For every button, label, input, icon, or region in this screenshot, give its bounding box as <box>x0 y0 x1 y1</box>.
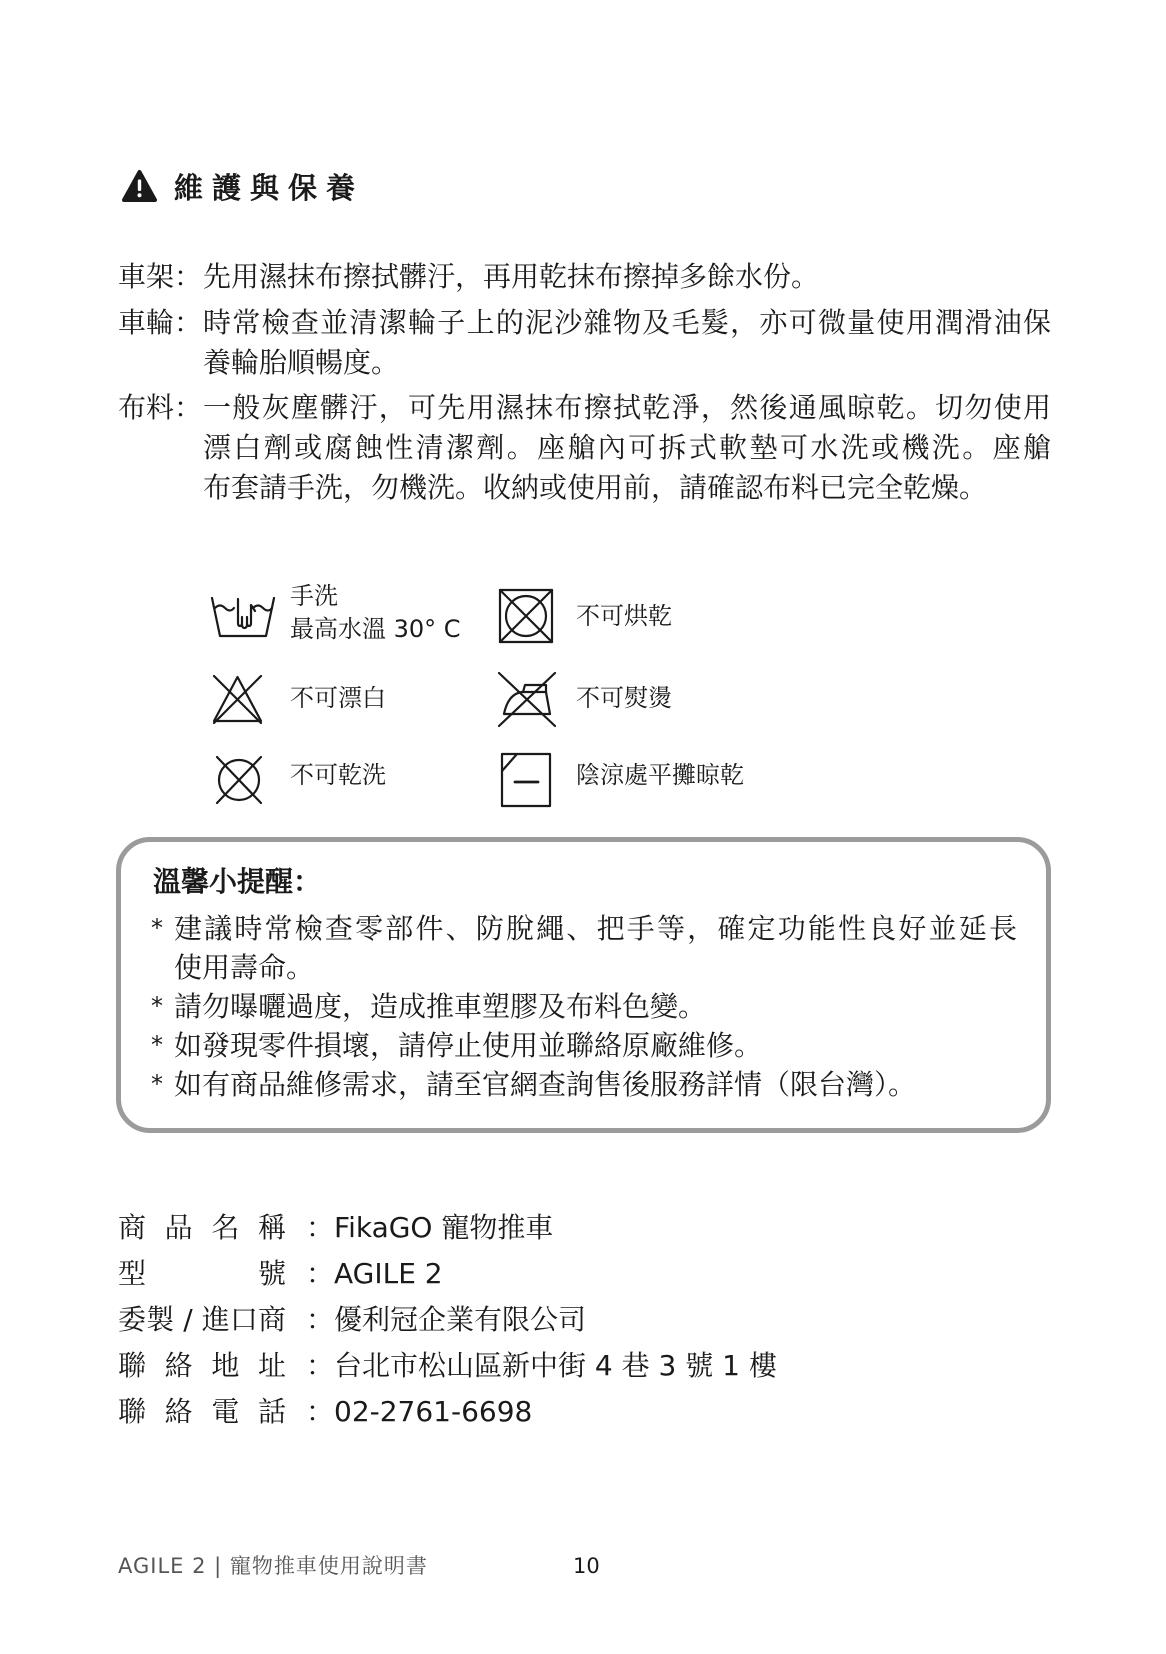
care-label-no-dry-clean: 不可乾洗 <box>290 761 386 789</box>
text-line: 養輪胎順暢度。 <box>203 346 400 379</box>
info-label: 委製 / 進口商 <box>118 1303 286 1336</box>
info-label: 型號 <box>118 1257 286 1290</box>
tip-text <box>174 909 1017 987</box>
do-not-iron-icon <box>496 668 558 730</box>
text-line: 如有商品維修需求，請至官網查詢售後服務詳情（限台灣）。 <box>174 1068 917 1101</box>
info-colon: ： <box>306 1211 335 1244</box>
text-line: 如發現零件損壞，請停止使用並聯絡原廠維修。 <box>174 1029 763 1062</box>
bullet: * <box>151 992 163 1020</box>
text-line: 請勿曝曬過度，造成推車塑膠及布料色變。 <box>174 990 707 1023</box>
bullet: * <box>151 1070 163 1098</box>
maintenance-text <box>203 257 1051 297</box>
tips-title: 溫馨小提醒： <box>153 865 322 898</box>
info-label: 商品名稱 <box>118 1211 286 1244</box>
info-value: AGILE 2 <box>334 1257 443 1290</box>
page-number: 10 <box>573 1554 600 1578</box>
care-label-line: 手洗 <box>290 582 338 610</box>
tip-text <box>174 987 1017 1026</box>
tips-box <box>116 837 1051 1133</box>
bullet: * <box>151 914 163 942</box>
footer-document-title: AGILE 2 | 寵物推車使用說明書 <box>118 1554 428 1578</box>
maintenance-text <box>203 388 1051 508</box>
info-value: FikaGO 寵物推車 <box>334 1211 554 1244</box>
info-row-address <box>118 1343 777 1389</box>
care-label-no-iron: 不可熨燙 <box>576 684 672 712</box>
info-value: 優利冠企業有限公司 <box>334 1303 587 1336</box>
list-item <box>151 987 1017 1026</box>
care-label-hand-wash <box>290 580 461 646</box>
do-not-bleach-icon <box>211 673 264 726</box>
dry-flat-in-shade-icon <box>500 752 552 808</box>
do-not-dry-clean-icon <box>214 752 264 808</box>
info-colon: ： <box>306 1303 335 1336</box>
care-label-dry-flat-shade: 陰涼處平攤晾乾 <box>576 761 744 789</box>
warning-icon <box>121 169 158 203</box>
care-label-line: 最高水溫 30° C <box>290 615 461 643</box>
text-line: 布套請手洗，勿機洗。收納或使用前，請確認布料已完全乾燥。 <box>203 471 988 504</box>
list-item <box>151 909 1017 987</box>
maintenance-label: 車輪： <box>118 306 203 339</box>
text-line: 漂白劑或腐蝕性清潔劑。座艙內可拆式軟墊可水洗或機洗。座艙 <box>203 431 1051 464</box>
list-item <box>151 1065 1017 1104</box>
care-label-no-bleach: 不可漂白 <box>290 684 386 712</box>
info-colon: ： <box>306 1349 335 1382</box>
text-line: 時常檢查並清潔輪子上的泥沙雜物及毛髮，亦可微量使用潤滑油保 <box>203 306 1051 339</box>
maintenance-label: 車架： <box>118 260 203 293</box>
info-row-phone <box>118 1389 777 1435</box>
maintenance-text <box>203 303 1051 383</box>
info-value: 02-2761-6698 <box>334 1395 533 1428</box>
do-not-tumble-dry-icon <box>498 588 554 644</box>
text-line: 一般灰塵髒汙，可先用濕抹布擦拭乾淨，然後通風晾乾。切勿使用 <box>203 391 1051 424</box>
text-line: 建議時常檢查零部件、防脫繩、把手等，確定功能性良好並延長 <box>174 912 1017 945</box>
info-label: 聯絡電話 <box>118 1395 286 1428</box>
maintenance-wheels <box>118 303 1051 383</box>
maintenance-frame <box>118 257 1051 297</box>
text-line: 先用濕抹布擦拭髒汙，再用乾抹布擦掉多餘水份。 <box>203 260 820 293</box>
info-label: 聯絡地址 <box>118 1349 286 1382</box>
text-line: 使用壽命。 <box>174 951 315 984</box>
section-title: 維護與保養 <box>174 171 365 205</box>
bullet: * <box>151 1031 163 1059</box>
tip-text <box>174 1026 1017 1065</box>
info-colon: ： <box>306 1257 335 1290</box>
tip-text <box>174 1065 1017 1104</box>
care-label-no-tumble-dry: 不可烘乾 <box>576 602 672 630</box>
product-info <box>118 1205 777 1435</box>
info-value: 台北市松山區新中街 4 巷 3 號 1 樓 <box>334 1349 777 1382</box>
maintenance-label: 布料： <box>118 391 203 424</box>
maintenance-fabric <box>118 388 1051 508</box>
info-row-importer <box>118 1297 777 1343</box>
list-item <box>151 1026 1017 1065</box>
info-row-product-name <box>118 1205 777 1251</box>
info-row-model <box>118 1251 777 1297</box>
tips-list <box>151 909 1017 1104</box>
hand-wash-icon <box>209 593 277 639</box>
info-colon: ： <box>306 1395 335 1428</box>
